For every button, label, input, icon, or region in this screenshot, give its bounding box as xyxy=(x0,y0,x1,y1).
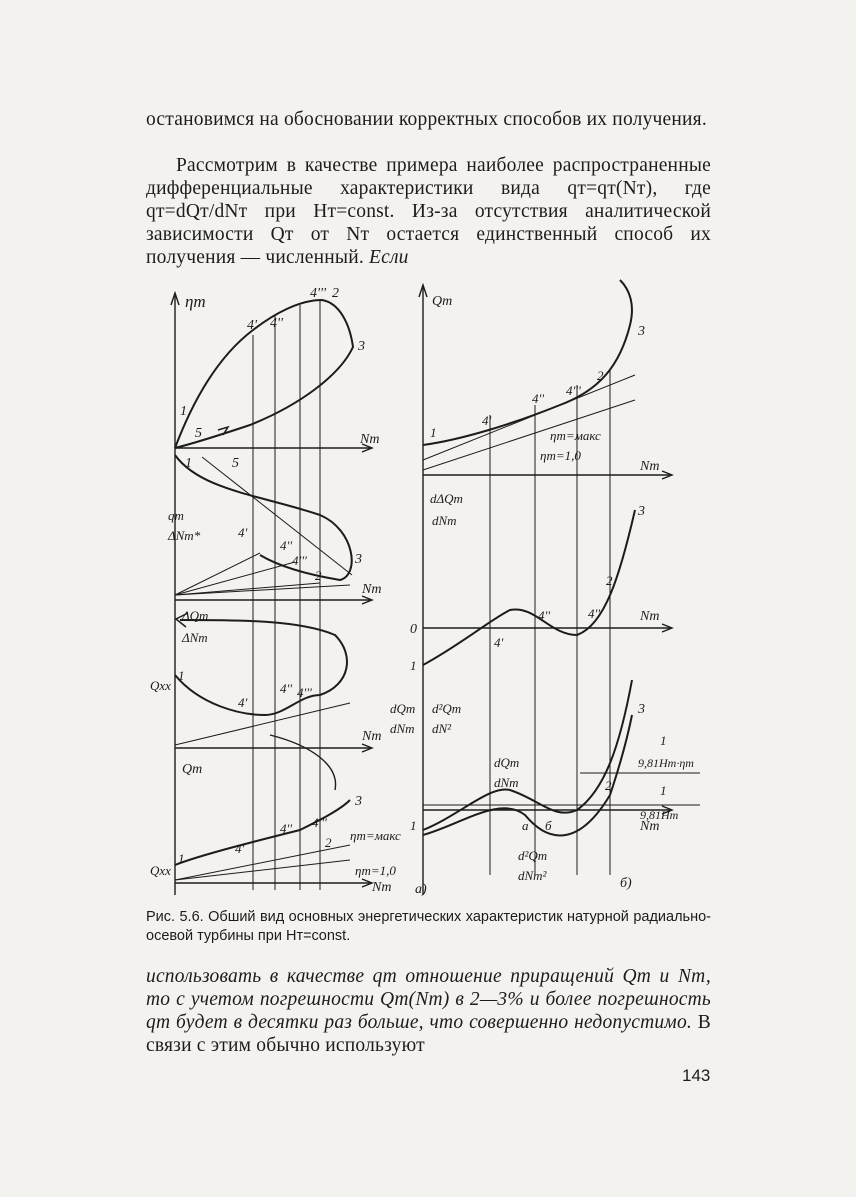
label-3d: 3 xyxy=(638,324,645,339)
label-3e: 3 xyxy=(638,504,645,519)
label-Nt-4: Nт xyxy=(372,880,392,895)
label-1b: 1 xyxy=(185,456,192,471)
paragraph-2-end: Если xyxy=(369,247,409,268)
label-4c-3: 4''' xyxy=(297,685,312,700)
paragraph-3-rest: В связи с этим обычно используют xyxy=(146,1012,712,1056)
label-eta-max-a: ηт=макс xyxy=(350,828,401,843)
label-Qxx-1: Qxx xyxy=(150,678,171,693)
label-Nt-1: Nт xyxy=(360,432,380,447)
label-zero: 0 xyxy=(410,622,417,637)
label-2f: 2 xyxy=(605,778,612,793)
label-3f: 3 xyxy=(638,702,645,717)
label-4b: 4'' xyxy=(270,316,283,331)
label-2b: 2 xyxy=(315,568,322,583)
label-2d: 2 xyxy=(597,368,604,383)
label-qt: qт xyxy=(168,508,184,523)
label-4a: 4' xyxy=(247,318,257,333)
paragraph-2 xyxy=(146,154,711,269)
label-2a: 2 xyxy=(332,286,339,301)
label-2c: 2 xyxy=(325,835,332,850)
label-4c-5: 4''' xyxy=(566,383,581,398)
label-dNstar: ΔNт* xyxy=(168,528,201,543)
label-4b-6: 4'' xyxy=(538,608,551,623)
paragraph-3-italic: использовать в качестве qт отношение приращений Qт и Nт, то с учетом погрешности Qт(Nт) в 2—3% и более погрешность qт будет в десятки раз больше, что совершенно недопустимо. xyxy=(146,966,711,1033)
label-4b-3: 4'' xyxy=(280,681,293,696)
label-Nt-6: Nт xyxy=(640,609,660,624)
label-ddQ: dΔQт xyxy=(430,491,463,506)
label-dNt-c: dNт xyxy=(494,775,519,790)
label-4a-2: 4' xyxy=(238,525,248,540)
label-b-letter: б xyxy=(545,818,552,833)
label-4b-4: 4'' xyxy=(280,821,293,836)
label-dN2: dN² xyxy=(432,721,452,736)
label-4a-5: 4' xyxy=(482,413,492,428)
page-number: 143 xyxy=(682,1066,711,1085)
paragraph-3 xyxy=(146,965,711,1057)
label-frac2-num: 1 xyxy=(660,783,667,798)
label-Qt-a: Qт xyxy=(182,762,203,777)
label-dN: ΔNт xyxy=(182,630,208,645)
label-5b: 5 xyxy=(232,456,239,471)
figure-caption: Рис. 5.6. Обший вид основных энергетических характеристик натурной радиально-осевой турбины при Hт=const. xyxy=(146,909,711,944)
label-d2Q: d²Qт xyxy=(432,701,462,716)
label-eta: ηт xyxy=(185,292,206,311)
label-3c: 3 xyxy=(355,794,362,809)
label-1a: 1 xyxy=(180,404,187,419)
label-1f: 1 xyxy=(410,658,417,673)
label-eta-one-b: ηт=1,0 xyxy=(540,448,581,463)
label-frac1-num: 1 xyxy=(660,733,667,748)
label-Nt-2: Nт xyxy=(362,582,382,597)
label-4c: 4''' xyxy=(310,286,326,301)
label-frac1-den: 9,81Hт·ηт xyxy=(638,756,694,770)
label-frac2-den: 9,81Hт xyxy=(640,808,679,822)
label-Nt-3: Nт xyxy=(362,729,382,744)
label-Qxx-2: Qxx xyxy=(150,863,171,878)
label-dNt2: dNт² xyxy=(518,868,547,883)
label-1e: 1 xyxy=(430,425,437,440)
label-5a: 5 xyxy=(195,426,202,441)
label-Nt-7: Nт xyxy=(640,819,660,834)
paragraph-2-text: Рассмотрим в качестве примера наиболее распространенные дифференциальные характеристики вида qт=qт(Nт), где qт=dQт/dNт при Hт=const. Из-за отсутствия аналитической зависимости Qт от Nт остается единственный способ их получения — численный. xyxy=(146,155,711,268)
label-1d: 1 xyxy=(178,851,185,866)
label-4b-2: 4'' xyxy=(280,538,293,553)
label-dQt-b: dQт xyxy=(390,701,416,716)
label-4a-4: 4' xyxy=(235,841,245,856)
label-a-letter: а xyxy=(522,818,529,833)
label-eta-max-b: ηт=макс xyxy=(550,428,601,443)
label-Qt-b: Qт xyxy=(432,294,453,309)
label-dNt-b2: dNт xyxy=(390,721,415,736)
label-4a-6: 4' xyxy=(494,635,504,650)
label-panel-b: б) xyxy=(620,876,632,891)
label-Nt-5: Nт xyxy=(640,459,660,474)
label-d2Q-b: d²Qт xyxy=(518,848,548,863)
label-dQ: ΔQт xyxy=(182,608,209,623)
label-panel-a: а) xyxy=(415,882,427,897)
label-4c-4: 4''' xyxy=(312,815,327,830)
label-1c: 1 xyxy=(178,668,185,683)
label-4c-6: 4''' xyxy=(588,606,603,621)
label-dN-b: dNт xyxy=(432,513,457,528)
label-2e: 2 xyxy=(606,573,613,588)
label-eta-one-a: ηт=1,0 xyxy=(355,863,396,878)
label-3b: 3 xyxy=(355,552,362,567)
label-3a: 3 xyxy=(358,339,365,354)
paragraph-1: остановимся на обосновании корректных способов их получения. xyxy=(146,109,707,130)
label-4c-2: 4''' xyxy=(292,553,307,568)
label-dQt-c: dQт xyxy=(494,755,520,770)
label-4a-3: 4' xyxy=(238,695,248,710)
label-1g: 1 xyxy=(410,818,417,833)
figure-5-6 xyxy=(140,275,700,905)
label-4b-5: 4'' xyxy=(532,391,545,406)
